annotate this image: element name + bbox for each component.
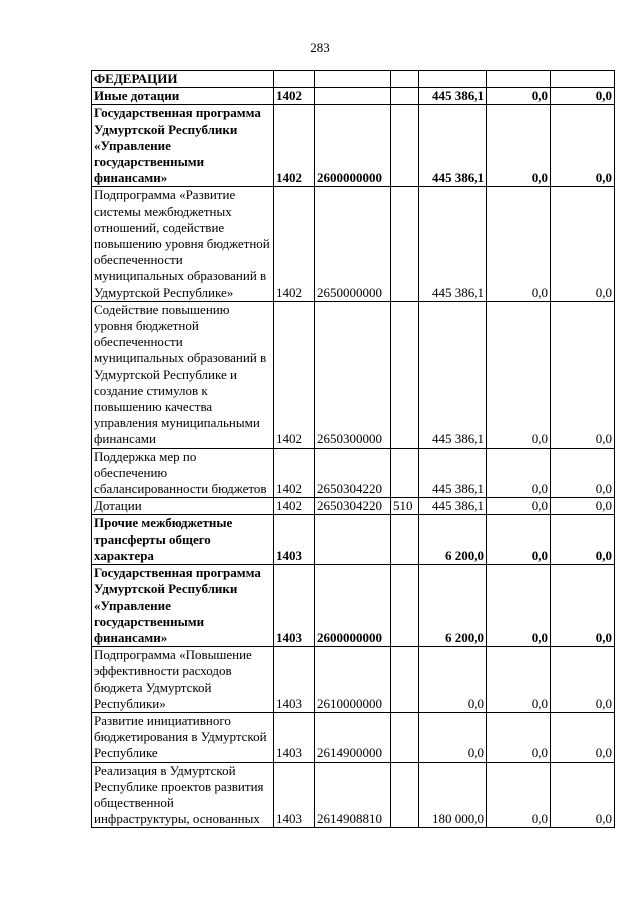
row-name: ФЕДЕРАЦИИ	[92, 71, 274, 88]
amount-1: 6 200,0	[419, 515, 487, 565]
expense-type-code	[391, 515, 419, 565]
section-code: 1402	[274, 498, 315, 515]
target-article-code: 2610000000	[315, 647, 391, 713]
table-row	[92, 712, 615, 762]
amount-2: 0,0	[487, 448, 551, 498]
amount-1: 180 000,0	[419, 762, 487, 828]
amount-3	[551, 71, 615, 88]
amount-2: 0,0	[487, 105, 551, 187]
target-article-code: 2650304220	[315, 448, 391, 498]
amount-2: 0,0	[487, 762, 551, 828]
expense-type-code	[391, 71, 419, 88]
budget-table	[91, 70, 615, 828]
table-row	[92, 448, 615, 498]
section-code: 1403	[274, 762, 315, 828]
table-row	[92, 565, 615, 647]
amount-1: 445 386,1	[419, 448, 487, 498]
amount-1: 6 200,0	[419, 565, 487, 647]
amount-2: 0,0	[487, 712, 551, 762]
amount-3: 0,0	[551, 762, 615, 828]
amount-3: 0,0	[551, 105, 615, 187]
target-article-code	[315, 88, 391, 105]
amount-1: 445 386,1	[419, 301, 487, 448]
target-article-code: 2614900000	[315, 712, 391, 762]
amount-3: 0,0	[551, 448, 615, 498]
row-name: Реализация в Удмуртской Республике проектов развития общественной инфраструктуры, основанных	[92, 762, 274, 828]
amount-2: 0,0	[487, 498, 551, 515]
amount-2: 0,0	[487, 647, 551, 713]
row-name: Развитие инициативного бюджетирования в Удмуртской Республике	[92, 712, 274, 762]
amount-1	[419, 71, 487, 88]
target-article-code: 2650000000	[315, 187, 391, 301]
table-row	[92, 498, 615, 515]
expense-type-code	[391, 762, 419, 828]
expense-type-code	[391, 187, 419, 301]
target-article-code: 2650300000	[315, 301, 391, 448]
amount-3: 0,0	[551, 515, 615, 565]
section-code	[274, 71, 315, 88]
amount-2: 0,0	[487, 88, 551, 105]
amount-2: 0,0	[487, 515, 551, 565]
amount-1: 445 386,1	[419, 187, 487, 301]
amount-2: 0,0	[487, 301, 551, 448]
target-article-code: 2650304220	[315, 498, 391, 515]
expense-type-code	[391, 647, 419, 713]
target-article-code: 2600000000	[315, 105, 391, 187]
amount-2	[487, 71, 551, 88]
row-name: Подпрограмма «Развитие системы межбюджетных отношений, содействие повышению уровня бюджетной обеспеченности муниципальных образований в Удмуртской Республике»	[92, 187, 274, 301]
section-code: 1403	[274, 712, 315, 762]
target-article-code	[315, 515, 391, 565]
expense-type-code	[391, 301, 419, 448]
amount-1: 445 386,1	[419, 498, 487, 515]
target-article-code: 2614908810	[315, 762, 391, 828]
table-row	[92, 71, 615, 88]
amount-1: 445 386,1	[419, 88, 487, 105]
row-name: Иные дотации	[92, 88, 274, 105]
row-name: Поддержка мер по обеспечению сбалансированности бюджетов	[92, 448, 274, 498]
table-row	[92, 187, 615, 301]
section-code: 1402	[274, 448, 315, 498]
table-row	[92, 105, 615, 187]
amount-3: 0,0	[551, 498, 615, 515]
amount-2: 0,0	[487, 565, 551, 647]
section-code: 1402	[274, 88, 315, 105]
budget-table-body	[92, 71, 615, 828]
section-code: 1403	[274, 515, 315, 565]
amount-3: 0,0	[551, 647, 615, 713]
amount-2: 0,0	[487, 187, 551, 301]
row-name: Дотации	[92, 498, 274, 515]
row-name: Государственная программа Удмуртской Республики «Управление государственными финансами»	[92, 565, 274, 647]
table-row	[92, 762, 615, 828]
section-code: 1402	[274, 105, 315, 187]
expense-type-code	[391, 88, 419, 105]
target-article-code	[315, 71, 391, 88]
expense-type-code	[391, 712, 419, 762]
table-row	[92, 301, 615, 448]
expense-type-code	[391, 105, 419, 187]
target-article-code: 2600000000	[315, 565, 391, 647]
section-code: 1402	[274, 301, 315, 448]
table-row	[92, 88, 615, 105]
page-number: 283	[310, 40, 330, 55]
section-code: 1402	[274, 187, 315, 301]
section-code: 1403	[274, 565, 315, 647]
amount-1: 0,0	[419, 647, 487, 713]
expense-type-code: 510	[391, 498, 419, 515]
section-code: 1403	[274, 647, 315, 713]
table-row	[92, 515, 615, 565]
amount-3: 0,0	[551, 187, 615, 301]
amount-3: 0,0	[551, 712, 615, 762]
expense-type-code	[391, 565, 419, 647]
row-name: Содействие повышению уровня бюджетной обеспеченности муниципальных образований в Удмуртской Республике и создание стимулов к повышению качества управления муниципальными финансами	[92, 301, 274, 448]
amount-3: 0,0	[551, 301, 615, 448]
amount-3: 0,0	[551, 88, 615, 105]
row-name: Прочие межбюджетные трансферты общего характера	[92, 515, 274, 565]
expense-type-code	[391, 448, 419, 498]
row-name: Подпрограмма «Повышение эффективности расходов бюджета Удмуртской Республики»	[92, 647, 274, 713]
amount-3: 0,0	[551, 565, 615, 647]
amount-1: 445 386,1	[419, 105, 487, 187]
amount-1: 0,0	[419, 712, 487, 762]
row-name: Государственная программа Удмуртской Республики «Управление государственными финансами»	[92, 105, 274, 187]
table-row	[92, 647, 615, 713]
